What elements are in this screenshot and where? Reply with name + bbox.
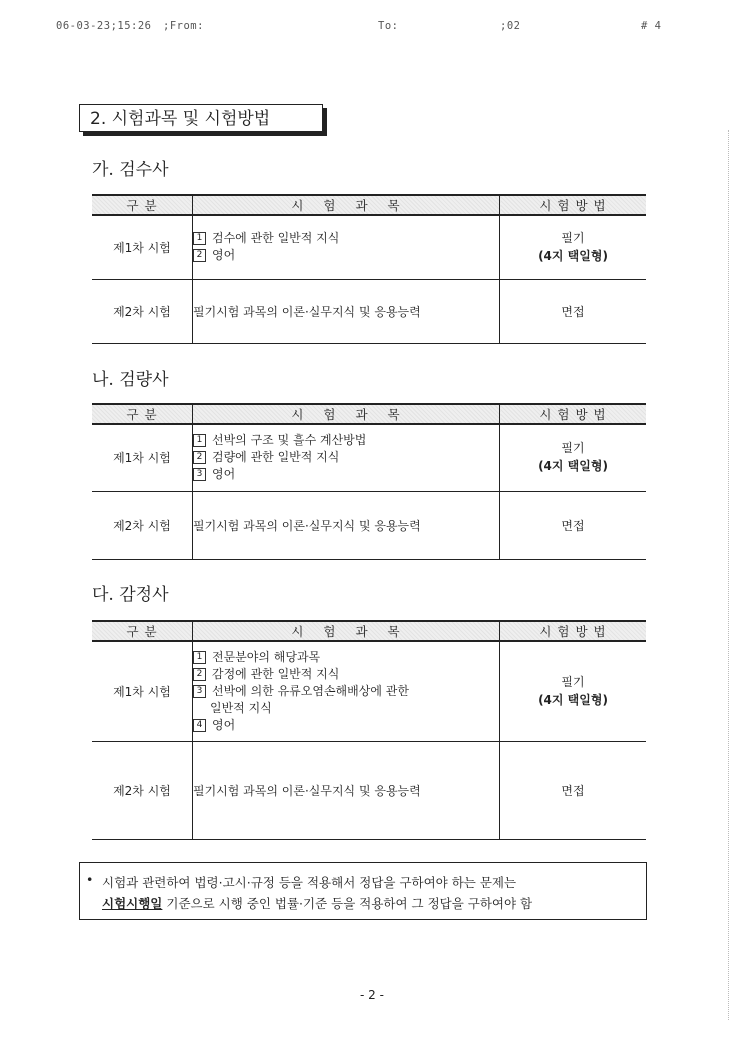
subject-text: 선박에 의한 유류오염손해배상에 관한 [212, 683, 409, 698]
fax-header [0, 20, 744, 36]
fax-to-label: To: [378, 20, 399, 32]
subject-text: 검수에 관한 일반적 지식 [212, 231, 340, 246]
header-subjects: 시 험 과 목 [193, 195, 500, 215]
row-label: 제2차 시험 [92, 741, 193, 839]
header-method: 시 험 방 법 [500, 404, 647, 424]
header-subjects: 시 험 과 목 [193, 404, 500, 424]
notice-line-2-text: 기준으로 시행 중인 법률·기준 등을 적용하여 그 정답을 구하여야 함 [162, 896, 533, 911]
exam-table-surveyor [92, 620, 646, 840]
subjects-cell: 필기시험 과목의 이론·실무지식 및 응용능력 [193, 741, 500, 839]
subject-item [193, 683, 499, 700]
subject-item [193, 466, 499, 483]
header-method: 시 험 방 법 [500, 195, 647, 215]
header-category: 구 분 [92, 404, 193, 424]
notice-emphasis: 시험시행일 [102, 896, 163, 911]
notice-line-1: 시험과 관련하여 법령·고시·규정 등을 적용해서 정답을 구하여야 하는 문제는 [102, 875, 517, 890]
number-box-2: 2 [193, 249, 206, 262]
table-header-row [92, 195, 646, 215]
row-label: 제2차 시험 [92, 279, 193, 343]
subjects-cell: 필기시험 과목의 이론·실무지식 및 응용능력 [193, 279, 500, 343]
subject-item [193, 649, 499, 666]
subsection-heading-measurer: 나. 검량사 [92, 370, 169, 390]
method-cell [500, 215, 647, 279]
subject-item [193, 666, 499, 683]
subject-item [193, 432, 499, 449]
table-row [92, 215, 646, 279]
header-category: 구 분 [92, 621, 193, 641]
page-number: - 2 - [360, 988, 384, 1002]
table-row [92, 279, 646, 343]
number-box-1: 1 [193, 434, 206, 447]
method-detail: (4지 택일형) [538, 692, 608, 707]
table-row [92, 741, 646, 839]
method-detail: (4지 택일형) [538, 459, 608, 474]
table-row [92, 491, 646, 559]
header-subjects: 시 험 과 목 [193, 621, 500, 641]
number-box-2: 2 [193, 451, 206, 464]
row-label: 제1차 시험 [92, 424, 193, 491]
row-label: 제1차 시험 [92, 641, 193, 741]
subsection-heading-surveyor: 다. 감정사 [92, 585, 169, 605]
method-detail: (4지 택일형) [538, 248, 608, 263]
number-box-2: 2 [193, 668, 206, 681]
subjects-cell [193, 215, 500, 279]
subject-item [193, 449, 499, 466]
subject-text: 선박의 구조 및 흘수 계산방법 [212, 433, 367, 448]
exam-table-measurer [92, 403, 646, 560]
number-box-1: 1 [193, 651, 206, 664]
subsection-heading-inspector: 가. 검수사 [92, 160, 169, 180]
number-box-1: 1 [193, 232, 206, 245]
number-box-3: 3 [193, 468, 206, 481]
method-cell: 면접 [500, 491, 647, 559]
subjects-cell [193, 641, 500, 741]
number-box-3: 3 [193, 685, 206, 698]
subject-text: 감정에 관한 일반적 지식 [212, 666, 340, 681]
fax-from-label: ;From: [163, 20, 204, 32]
method-cell: 면접 [500, 741, 647, 839]
method-label: 필기 [561, 441, 585, 456]
subject-item-continuation: 일반적 지식 [210, 700, 272, 715]
subject-item [193, 247, 499, 264]
method-cell [500, 424, 647, 491]
subject-text: 영어 [212, 467, 236, 482]
subject-text: 전문분야의 해당과목 [212, 649, 321, 664]
number-box-4: 4 [193, 719, 206, 732]
table-header-row [92, 404, 646, 424]
fax-code: ;02 [500, 20, 521, 32]
section-title: 2. 시험과목 및 시험방법 [79, 104, 323, 132]
exam-table-inspector [92, 194, 646, 344]
header-method: 시 험 방 법 [500, 621, 647, 641]
header-category: 구 분 [92, 195, 193, 215]
scan-edge-divider [728, 130, 729, 1020]
subjects-cell: 필기시험 과목의 이론·실무지식 및 응용능력 [193, 491, 500, 559]
method-label: 필기 [561, 674, 585, 689]
notice-line-2 [94, 893, 646, 914]
subject-item [193, 230, 499, 247]
table-row [92, 424, 646, 491]
row-label: 제2차 시험 [92, 491, 193, 559]
subject-text: 영어 [212, 717, 236, 732]
notice-bullet: • [86, 872, 94, 887]
method-label: 필기 [561, 230, 585, 245]
subject-text: 영어 [212, 248, 236, 263]
fax-page-label: # 4 [641, 20, 662, 32]
subject-item [193, 717, 499, 734]
method-cell [500, 641, 647, 741]
subject-text: 검량에 관한 일반적 지식 [212, 450, 340, 465]
table-header-row [92, 621, 646, 641]
fax-timestamp: 06-03-23;15:26 [56, 20, 152, 32]
subjects-cell [193, 424, 500, 491]
notice-box [79, 862, 647, 920]
row-label: 제1차 시험 [92, 215, 193, 279]
table-row [92, 641, 646, 741]
method-cell: 면접 [500, 279, 647, 343]
